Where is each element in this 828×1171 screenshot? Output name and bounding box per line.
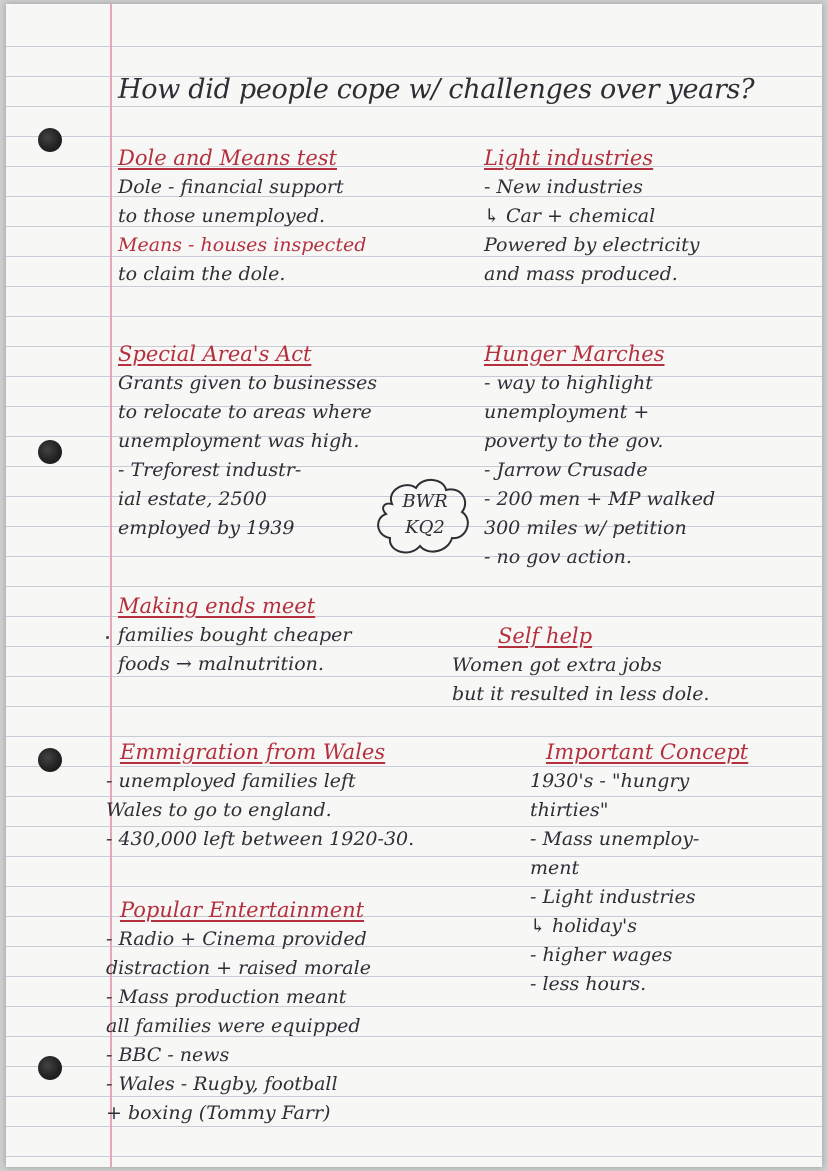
cloud-text-line2: KQ2 xyxy=(405,517,445,538)
section-lines xyxy=(484,369,715,572)
cloud-text-line1: BWR xyxy=(402,491,448,512)
note-line: - Treforest industr- xyxy=(118,459,302,481)
note-line: - way to highlight xyxy=(484,372,653,394)
cloud-note xyxy=(372,474,478,560)
section-lines xyxy=(118,173,366,289)
note-line: unemployment + xyxy=(484,401,650,423)
note-line: Grants given to businesses xyxy=(118,372,378,394)
note-line: but it resulted in less dole. xyxy=(452,683,710,705)
note-line: Means - houses inspected xyxy=(118,234,367,256)
section-emigration xyxy=(106,738,414,854)
note-line: - Light industries xyxy=(530,886,696,908)
note-line: Wales to go to england. xyxy=(106,799,332,821)
note-line: + boxing (Tommy Farr) xyxy=(106,1102,331,1124)
note-line: - Mass production meant xyxy=(106,986,347,1008)
section-special-areas-act xyxy=(118,340,377,543)
note-line: - higher wages xyxy=(530,944,673,966)
section-lines xyxy=(118,369,377,543)
section-lines xyxy=(452,651,709,709)
note-line: 1930's - "hungry xyxy=(530,770,690,792)
note-line: - 430,000 left between 1920-30. xyxy=(106,828,415,850)
section-heading: Popular Entertainment xyxy=(120,898,365,922)
note-line: distraction + raised morale xyxy=(106,957,371,979)
punch-hole xyxy=(38,748,62,772)
section-lines xyxy=(118,621,352,679)
note-line: Dole - financial support xyxy=(118,176,344,198)
bullet-dot xyxy=(106,636,109,639)
note-line: poverty to the gov. xyxy=(484,430,664,452)
section-important-concept xyxy=(530,738,748,999)
page-title: How did people cope w/ challenges over years? xyxy=(118,74,755,105)
section-heading: Dole and Means test xyxy=(118,146,337,170)
note-line: Women got extra jobs xyxy=(452,654,662,676)
section-lines xyxy=(530,767,748,999)
note-line: to relocate to areas where xyxy=(118,401,372,423)
section-popular-entertainment xyxy=(106,896,371,1128)
section-dole xyxy=(118,144,366,289)
note-line: Powered by electricity xyxy=(484,234,700,256)
note-line: thirties" xyxy=(530,799,609,821)
note-line: employed by 1939 xyxy=(118,517,295,539)
note-line: ial estate, 2500 xyxy=(118,488,267,510)
note-line: ↳ holiday's xyxy=(530,915,637,937)
section-heading: Making ends meet xyxy=(118,594,316,618)
section-hunger-marches xyxy=(484,340,715,572)
punch-hole xyxy=(38,1056,62,1080)
note-line: - Radio + Cinema provided xyxy=(106,928,367,950)
note-line: and mass produced. xyxy=(484,263,678,285)
section-lines xyxy=(106,767,414,854)
note-line: ↳ Car + chemical xyxy=(484,205,656,227)
punch-hole xyxy=(38,128,62,152)
section-heading: Self help xyxy=(498,624,593,648)
note-line: - Jarrow Crusade xyxy=(484,459,648,481)
notebook-page xyxy=(6,4,822,1167)
note-line: - no gov action. xyxy=(484,546,632,568)
note-line: foods → malnutrition. xyxy=(118,653,324,675)
note-line: - unemployed families left xyxy=(106,770,356,792)
note-line: all families were equipped xyxy=(106,1015,361,1037)
note-line: 300 miles w/ petition xyxy=(484,517,687,539)
note-line: - less hours. xyxy=(530,973,647,995)
section-light-industries xyxy=(484,144,700,289)
note-line: to claim the dole. xyxy=(118,263,286,285)
punch-hole xyxy=(38,440,62,464)
note-line: families bought cheaper xyxy=(118,624,352,646)
note-line: unemployment was high. xyxy=(118,430,360,452)
section-heading: Important Concept xyxy=(546,740,749,764)
note-line: to those unemployed. xyxy=(118,205,326,227)
section-self-help xyxy=(452,622,709,709)
section-lines xyxy=(484,173,700,289)
note-line: ment xyxy=(530,857,580,879)
section-heading: Light industries xyxy=(484,146,654,170)
section-making-ends-meet xyxy=(118,592,352,679)
section-lines xyxy=(106,925,371,1128)
note-line: - New industries xyxy=(484,176,643,198)
note-line: - Mass unemploy- xyxy=(530,828,700,850)
note-line: - 200 men + MP walked xyxy=(484,488,716,510)
note-line: - BBC - news xyxy=(106,1044,230,1066)
section-heading: Hunger Marches xyxy=(484,342,665,366)
section-heading: Special Area's Act xyxy=(118,342,312,366)
note-line: - Wales - Rugby, football xyxy=(106,1073,338,1095)
section-heading: Emmigration from Wales xyxy=(120,740,386,764)
